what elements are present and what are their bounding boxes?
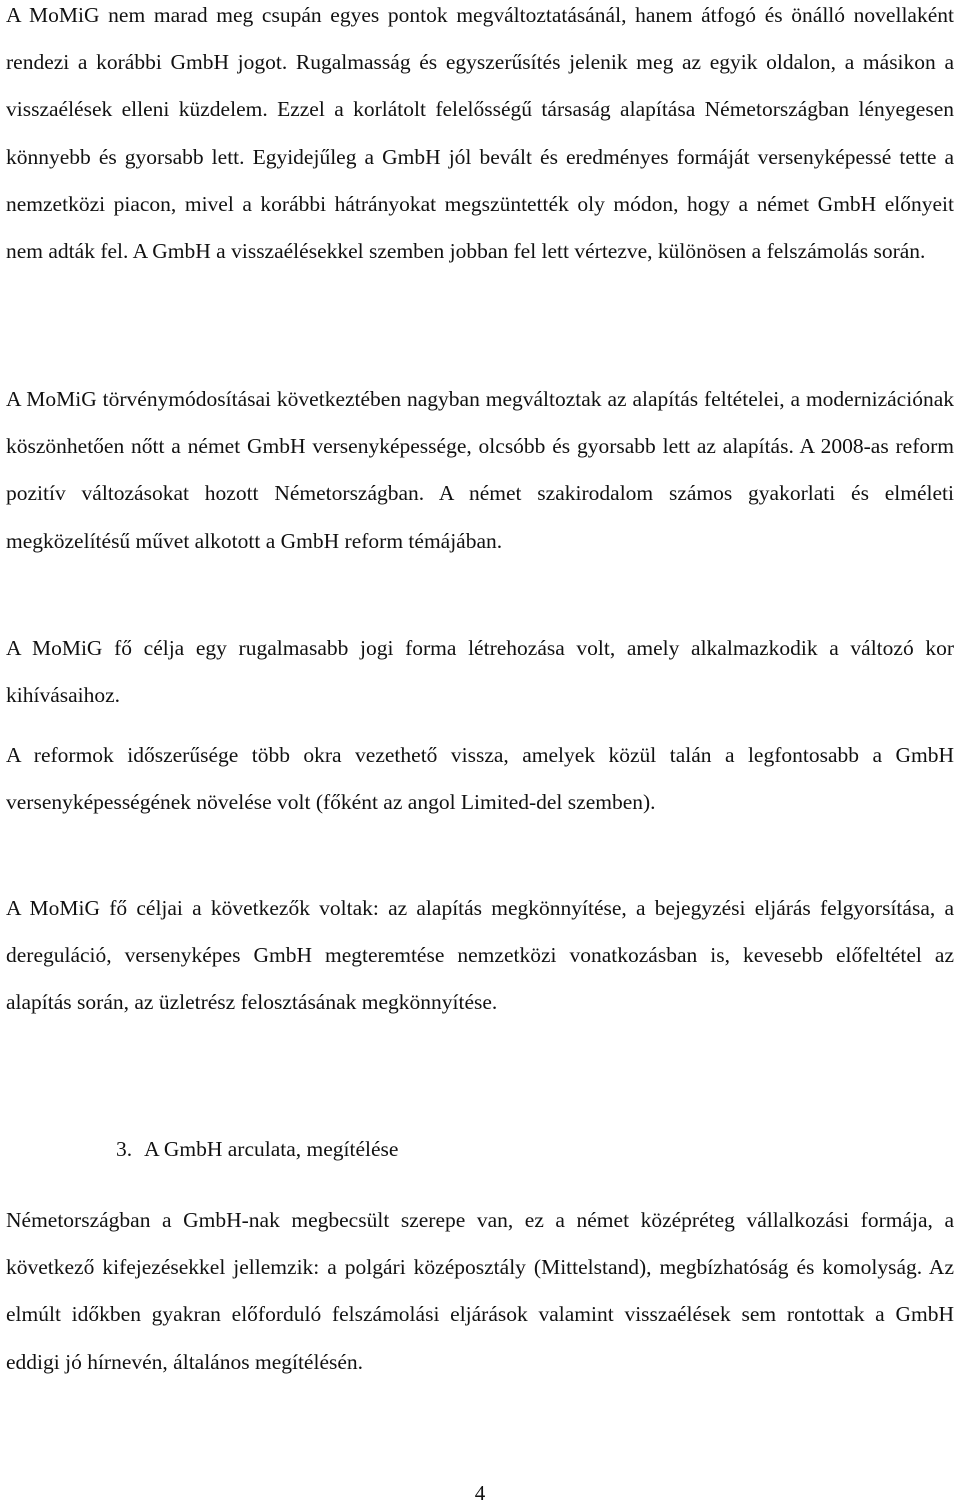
paragraph-momig-amendments: A MoMiG törvénymódosításai következtében nagyban megváltoztak az alapítás feltételei, a modernizációnak köszönhetően nőtt a német GmbH versenyképessége, olcsóbb és gyorsabb lett az alapítás. A 2008-as reform pozitív változásokat hozott Németországban. A német szakirodalom számos gyakorlati és elméleti megközelítésű művet alkotott a GmbH reform témájában. (6, 387, 954, 553)
paragraph-momig-overview: A MoMiG nem marad meg csupán egyes pontok megváltoztatásánál, hanem átfogó és önálló novellaként rendezi a korábbi GmbH jogot. Rugalmasság és egyszerűsítés jelenik meg az egyik oldalon, a másikon a visszaélések elleni küzdelem. Ezzel a korlátolt felelősségű társaság alapítása Németországban lényegesen könnyebb és gyorsabb lett. Egyidejűleg a GmbH jól bevált és eredményes formáját versenyképessé tette a nemzetközi piacon, mivel a korábbi hátrányokat megszüntették oly módon, hogy a német GmbH előnyeit nem adták fel. A GmbH a visszaélésekkel szemben jobban fel lett vértezve, különösen a felszámolás során. (6, 3, 954, 264)
section-title: A GmbH arculata, megítélése (144, 1137, 399, 1161)
document-page (6, 0, 954, 1509)
section-heading (116, 1126, 398, 1173)
section-number: 3. (116, 1137, 133, 1161)
paragraph-momig-goals: A MoMiG fő céljai a következők voltak: az alapítás megkönnyítése, a bejegyzési eljárás felgyorsítása, a dereguláció, versenyképes GmbH megteremtése nemzetközi vonatkozásban is, kevesebb előfeltétel az alapítás során, az üzletrész felosztásának megkönnyítése. (6, 896, 954, 1015)
paragraph-momig-main-goal: A MoMiG fő célja egy rugalmasabb jogi forma létrehozása volt, amely alkalmazkodik a változó kor kihívásaihoz. (6, 636, 954, 708)
paragraph-gmbh-image: Németországban a GmbH-nak megbecsült szerepe van, ez a német középréteg vállalkozási formája, a következő kifejezésekkel jellemzik: a polgári középosztály (Mittelstand), megbízhatóság és komolyság. Az elmúlt időkben gyakran előforduló felszámolási eljárások valamint visszaélések sem rontottak a GmbH eddigi jó hírnevén, általános megítélésén. (6, 1208, 954, 1374)
page-number: 4 (474, 1481, 486, 1505)
paragraph-reform-timeliness: A reformok időszerűsége több okra vezethető vissza, amelyek közül talán a legfontosabb a GmbH versenyképességének növelése volt (főként az angol Limited-del szemben). (6, 743, 954, 815)
